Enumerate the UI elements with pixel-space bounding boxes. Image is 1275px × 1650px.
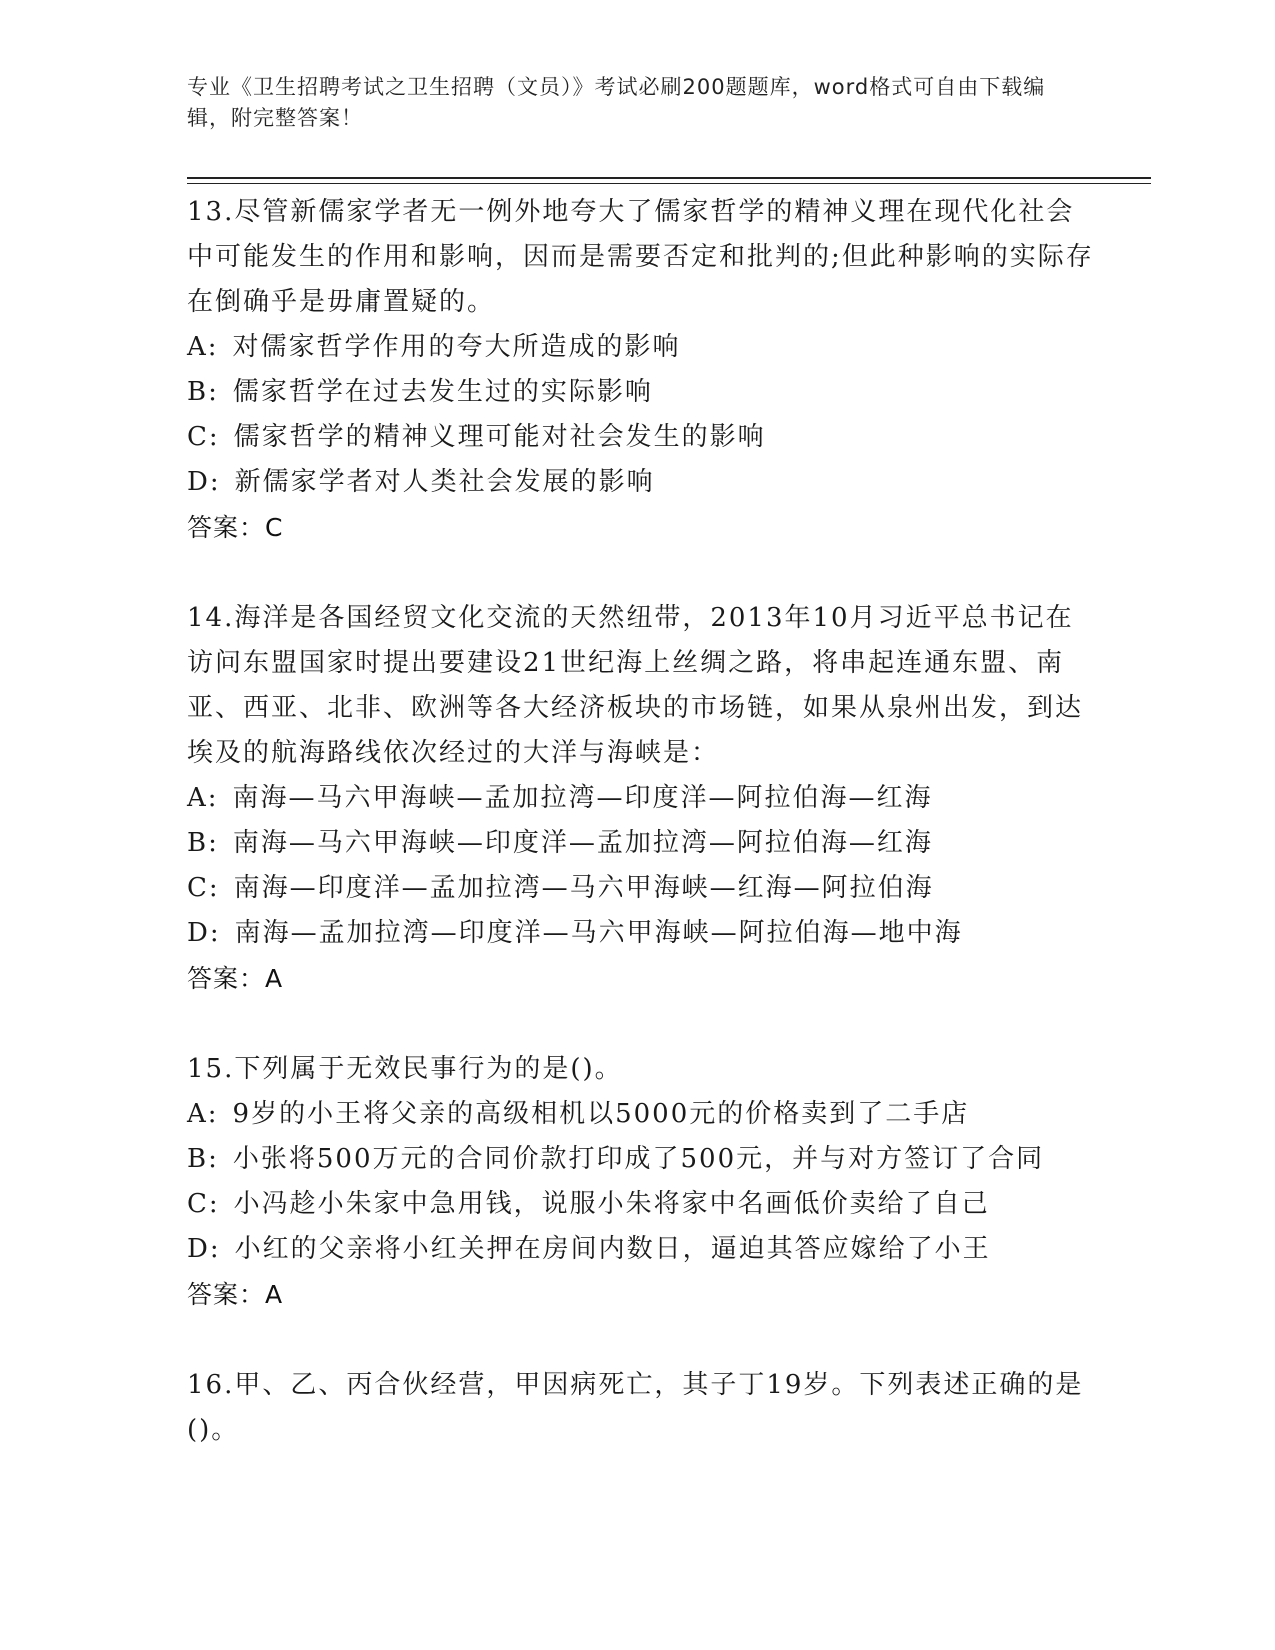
question-16	[187, 1363, 1097, 1453]
option-key: D:	[187, 1234, 221, 1264]
option-text: 小张将500万元的合同价款打印成了500元，并与对方签订了合同	[232, 1144, 1045, 1174]
option-text: 新儒家学者对人类社会发展的影响	[234, 467, 655, 497]
option-b	[187, 821, 1097, 866]
option-c	[187, 415, 1097, 460]
option-text: 南海—印度洋—孟加拉湾—马六甲海峡—红海—阿拉伯海	[233, 873, 934, 903]
option-text: 小红的父亲将小红关押在房间内数日，逼迫其答应嫁给了小王	[234, 1234, 991, 1264]
answer-value: A	[265, 1280, 284, 1309]
option-d	[187, 460, 1097, 505]
option-c	[187, 1182, 1097, 1227]
option-text: 9岁的小王将父亲的高级相机以5000元的价格卖到了二手店	[232, 1099, 970, 1129]
option-key: A:	[187, 332, 219, 362]
option-text: 南海—马六甲海峡—孟加拉湾—印度洋—阿拉伯海—红海	[232, 783, 933, 813]
answer-label: 答案：	[187, 964, 266, 993]
option-key: D:	[187, 467, 221, 497]
answer-label: 答案：	[187, 513, 266, 542]
option-key: C:	[187, 1189, 220, 1219]
option-key: C:	[187, 873, 220, 903]
question-list	[187, 190, 1097, 1453]
question-13	[187, 190, 1097, 550]
option-key: D:	[187, 918, 221, 948]
question-stem: 15.下列属于无效民事行为的是()。	[187, 1054, 623, 1084]
option-text: 南海—孟加拉湾—印度洋—马六甲海峡—阿拉伯海—地中海	[234, 918, 963, 948]
document-header: 专业《卫生招聘考试之卫生招聘（文员）》考试必刷200题题库，word格式可自由下载编辑，附完整答案！	[187, 75, 1046, 130]
option-key: C:	[187, 422, 220, 452]
answer-label: 答案：	[187, 1280, 266, 1309]
header-divider-thin	[187, 183, 1151, 184]
option-text: 儒家哲学在过去发生过的实际影响	[232, 377, 653, 407]
option-b	[187, 370, 1097, 415]
option-a	[187, 776, 1097, 821]
question-14	[187, 596, 1097, 1001]
answer-line	[187, 505, 1097, 550]
option-d	[187, 1227, 1097, 1272]
option-text: 对儒家哲学作用的夸大所造成的影响	[232, 332, 681, 362]
answer-line	[187, 956, 1097, 1001]
option-key: B:	[187, 828, 219, 858]
option-key: A:	[187, 783, 219, 813]
question-stem: 14.海洋是各国经贸文化交流的天然纽带，2013年10月习近平总书记在访问东盟国家时提出要建设21世纪海上丝绸之路，将串起连通东盟、南亚、西亚、北非、欧洲等各大经济板块的市场链，如果从泉州出发，到达埃及的航海路线依次经过的大洋与海峡是：	[187, 603, 1084, 768]
answer-value: A	[265, 964, 284, 993]
option-text: 小冯趁小朱家中急用钱，说服小朱将家中名画低价卖给了自己	[233, 1189, 990, 1219]
question-stem: 13.尽管新儒家学者无一例外地夸大了儒家哲学的精神义理在现代化社会中可能发生的作用和影响，因而是需要否定和批判的;但此种影响的实际存在倒确乎是毋庸置疑的。	[187, 197, 1094, 317]
option-text: 南海—马六甲海峡—印度洋—孟加拉湾—阿拉伯海—红海	[232, 828, 933, 858]
option-a	[187, 1092, 1097, 1137]
answer-line	[187, 1272, 1097, 1317]
option-key: B:	[187, 377, 219, 407]
option-key: A:	[187, 1099, 219, 1129]
option-a	[187, 325, 1097, 370]
answer-value: C	[265, 513, 284, 542]
option-d	[187, 911, 1097, 956]
option-c	[187, 866, 1097, 911]
header-divider-thick	[187, 177, 1151, 179]
option-b	[187, 1137, 1097, 1182]
question-stem: 16.甲、乙、丙合伙经营，甲因病死亡，其子丁19岁。下列表述正确的是()。	[187, 1370, 1084, 1445]
option-key: B:	[187, 1144, 219, 1174]
option-text: 儒家哲学的精神义理可能对社会发生的影响	[233, 422, 766, 452]
question-15	[187, 1047, 1097, 1317]
